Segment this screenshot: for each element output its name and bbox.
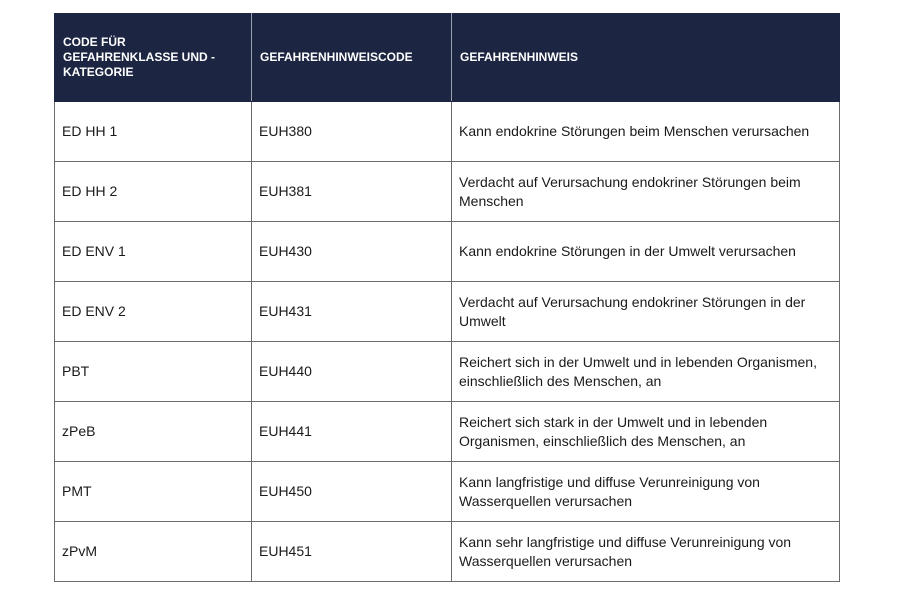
header-hazard-statement-code: GEFAHRENHINWEISCODE — [252, 14, 452, 102]
hazard-statement-code: EUH380 — [252, 102, 452, 162]
hazard-statement-text: Reichert sich stark in der Umwelt und in lebenden Organismen, einschließlich des Menschen, an — [452, 402, 840, 462]
table-row — [55, 102, 840, 162]
hazard-statement-code: EUH450 — [252, 462, 452, 522]
hazard-statement-text: Kann langfristige und diffuse Verunreinigung von Wasserquellen verursachen — [452, 462, 840, 522]
hazard-statement-text: Verdacht auf Verursachung endokriner Störungen beim Menschen — [452, 162, 840, 222]
hazard-class-code: PBT — [55, 342, 252, 402]
hazard-class-code: zPvM — [55, 522, 252, 582]
hazard-class-code: zPeB — [55, 402, 252, 462]
hazard-statement-text: Kann sehr langfristige und diffuse Verunreinigung von Wasserquellen verursachen — [452, 522, 840, 582]
hazard-statement-table — [54, 13, 840, 582]
table-row — [55, 522, 840, 582]
hazard-statement-text: Kann endokrine Störungen beim Menschen verursachen — [452, 102, 840, 162]
hazard-statement-code: EUH451 — [252, 522, 452, 582]
header-hazard-class-code: CODE FÜR GEFAHRENKLASSE UND -KATEGORIE — [55, 14, 252, 102]
hazard-statement-code: EUH381 — [252, 162, 452, 222]
hazard-class-code: ED HH 2 — [55, 162, 252, 222]
table-body — [55, 102, 840, 582]
table-row — [55, 342, 840, 402]
hazard-class-code: ED HH 1 — [55, 102, 252, 162]
hazard-class-code: ED ENV 2 — [55, 282, 252, 342]
header-row — [55, 14, 840, 102]
hazard-class-code: ED ENV 1 — [55, 222, 252, 282]
hazard-statement-code: EUH440 — [252, 342, 452, 402]
table-row — [55, 402, 840, 462]
hazard-class-code: PMT — [55, 462, 252, 522]
table-row — [55, 282, 840, 342]
hazard-statement-text: Verdacht auf Verursachung endokriner Störungen in der Umwelt — [452, 282, 840, 342]
table-row — [55, 162, 840, 222]
hazard-statement-text: Kann endokrine Störungen in der Umwelt verursachen — [452, 222, 840, 282]
hazard-statement-code: EUH441 — [252, 402, 452, 462]
table-header — [55, 14, 840, 102]
hazard-statement-code: EUH431 — [252, 282, 452, 342]
hazard-statement-text: Reichert sich in der Umwelt und in lebenden Organismen, einschließlich des Menschen, an — [452, 342, 840, 402]
hazard-statement-code: EUH430 — [252, 222, 452, 282]
header-hazard-statement: GEFAHRENHINWEIS — [452, 14, 840, 102]
table-row — [55, 462, 840, 522]
table-row — [55, 222, 840, 282]
